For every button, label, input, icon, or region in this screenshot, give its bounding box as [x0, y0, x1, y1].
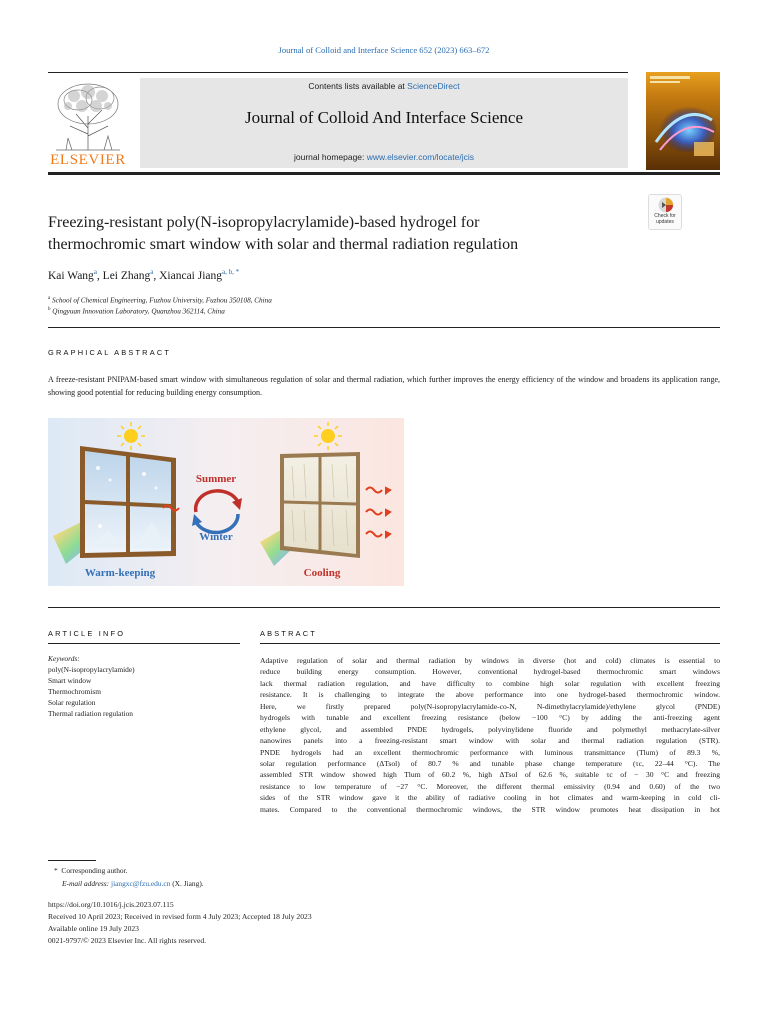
- keyword-item: poly(N-isopropylacrylamide): [48, 665, 135, 674]
- summer-label: Summer: [195, 473, 237, 485]
- keyword-item: Thermal radiation regulation: [48, 709, 133, 718]
- keyword-item: Solar regulation: [48, 698, 96, 707]
- affiliation-b: $^b$ Qingyuan Innovation Laboratory, Quanzhou 362114, China: [48, 307, 225, 316]
- elsevier-wordmark: ELSEVIER: [50, 152, 126, 168]
- journal-reference-link[interactable]: Journal of Colloid and Interface Science 652 (2023) 663–672: [278, 45, 490, 55]
- available-online-date: Available online 19 July 2023: [48, 924, 139, 933]
- author-affiliation-mark[interactable]: a: [93, 268, 97, 276]
- cooling-window: [280, 452, 360, 558]
- author-affiliation-mark[interactable]: a: [150, 268, 154, 276]
- article-info-heading: ARTICLE INFO: [48, 629, 126, 638]
- warm-keeping-label: Warm-keeping: [84, 567, 156, 579]
- author-name[interactable]: Xiancai Jiang: [159, 269, 223, 282]
- masthead-top-rule: [48, 72, 628, 73]
- received-dates: Received 10 April 2023; Received in revised form 4 July 2023; Accepted 18 July 2023: [48, 912, 312, 921]
- graphical-abstract-heading: GRAPHICAL ABSTRACT: [48, 348, 172, 357]
- author-list: Kai Wang$^a$, Lei Zhang$^a$, Xiancai Jiang$^{a, b, *}$: [48, 268, 240, 282]
- check-updates-icon: [649, 196, 683, 214]
- check-for-updates-label: Check for updates: [654, 213, 676, 225]
- article-title: Freezing-resistant poly(N-isopropylacrylamide)-based hydrogel for thermochromic smart window with solar and thermal radiation regulation: [48, 214, 519, 253]
- journal-homepage-line: journal homepage: www.elsevier.com/locate/jcis: [293, 152, 474, 162]
- graphical-abstract-text: A freeze-resistant PNIPAM-based smart window with simultaneous regulation of solar and thermal radiation, which further improves the energy efficiency of the window and broadens its application range, showing good potential for reducing building energy consumption.: [48, 375, 720, 397]
- copyright-notice: 0021-9797/© 2023 Elsevier Inc. All rights reserved.: [48, 936, 207, 945]
- contents-available-line: Contents lists available at ScienceDirect: [308, 81, 460, 91]
- footnote-rule: [48, 860, 96, 861]
- journal-title: Journal of Colloid And Interface Science: [244, 108, 524, 127]
- affiliation-a: $^a$ School of Chemical Engineering, Fuzhou University, Fuzhou 350108, China: [48, 296, 272, 305]
- author-name[interactable]: Lei Zhang: [102, 269, 151, 282]
- author-name[interactable]: Kai Wang: [48, 269, 94, 282]
- corresponding-author-note: * Corresponding author.: [54, 866, 128, 875]
- masthead-bottom-rule: [48, 172, 720, 175]
- email-note: E-mail address: jiangxc@fzu.edu.cn (X. Jiang).: [62, 879, 204, 888]
- author-email-link[interactable]: jiangxc@fzu.edu.cn: [111, 879, 171, 888]
- winter-label: Winter: [199, 531, 233, 543]
- cooling-label: Cooling: [303, 567, 341, 579]
- journal-homepage-link[interactable]: www.elsevier.com/locate/jcis: [366, 152, 474, 162]
- abstract-rule: [260, 643, 720, 644]
- journal-cover-image[interactable]: [646, 72, 720, 170]
- article-info-rule: [48, 643, 240, 644]
- sciencedirect-link[interactable]: ScienceDirect: [407, 81, 460, 91]
- section-divider: [48, 327, 720, 328]
- abstract-heading: ABSTRACT: [260, 629, 318, 638]
- abstract-text: Adaptive regulation of solar and thermal radiation by windows in diverse (hot and cold) climates is essential to reduce building energy consumption. However, conventional hydrogel-based thermochromic smart windows lack thermal radiation regulation, and have difficulty to combine high solar regulation with excellent freezing resistance. It is challenging to integrate the above performance into one hydrogel-based thermochromic window. Here, we firstly prepared poly(N-isopropylacrylamide-co-N, N-dimethylacrylamide)/ethylene glycol (PNDE) hydrogels with tunable and excellent freezing resistance (below −100 °C) by adding the anti-freezing agent ethylene glycol, and assembled PNDE hydrogels, polyvinylidene fluoride and polymethyl methacrylate-silver nanowires panels into a freezing-resistant smart window with solar and thermal radiation regulation (STR). PNDE hydrogels had an excellent thermochromic performance with luminous transmittance (Tlum) of 89.3 %, solar regulation performance (ΔTsol) of 80.7 % and tunable phase change temperature (τc, 22–44 °C). The assembled STR window showed high Tlum of 60.2 %, high ΔTsol of 62.6 %, suitable τc of − 30 °C and freezing resistance to low temperature of −27 °C. Moreover, the different thermal emissivity (0.94 and 0.60) of the two sides of the STR window gave it the ability of radiative cooling in hot climates and warm-keeping in cold cli- mates. Compared to the conventional thermochromic windows, the STR window promotes heat dissipation in hot: [260, 656, 720, 814]
- section-divider: [48, 607, 720, 608]
- keywords-label: Keywords:: [48, 654, 80, 663]
- graphical-abstract-figure[interactable]: [48, 418, 404, 586]
- author-affiliation-mark[interactable]: a, b, *: [222, 268, 240, 276]
- keyword-item: Thermochromism: [48, 687, 101, 696]
- warm-keeping-window: [80, 446, 176, 558]
- doi-link[interactable]: https://doi.org/10.1016/j.jcis.2023.07.115: [48, 900, 174, 909]
- keyword-item: Smart window: [48, 676, 92, 685]
